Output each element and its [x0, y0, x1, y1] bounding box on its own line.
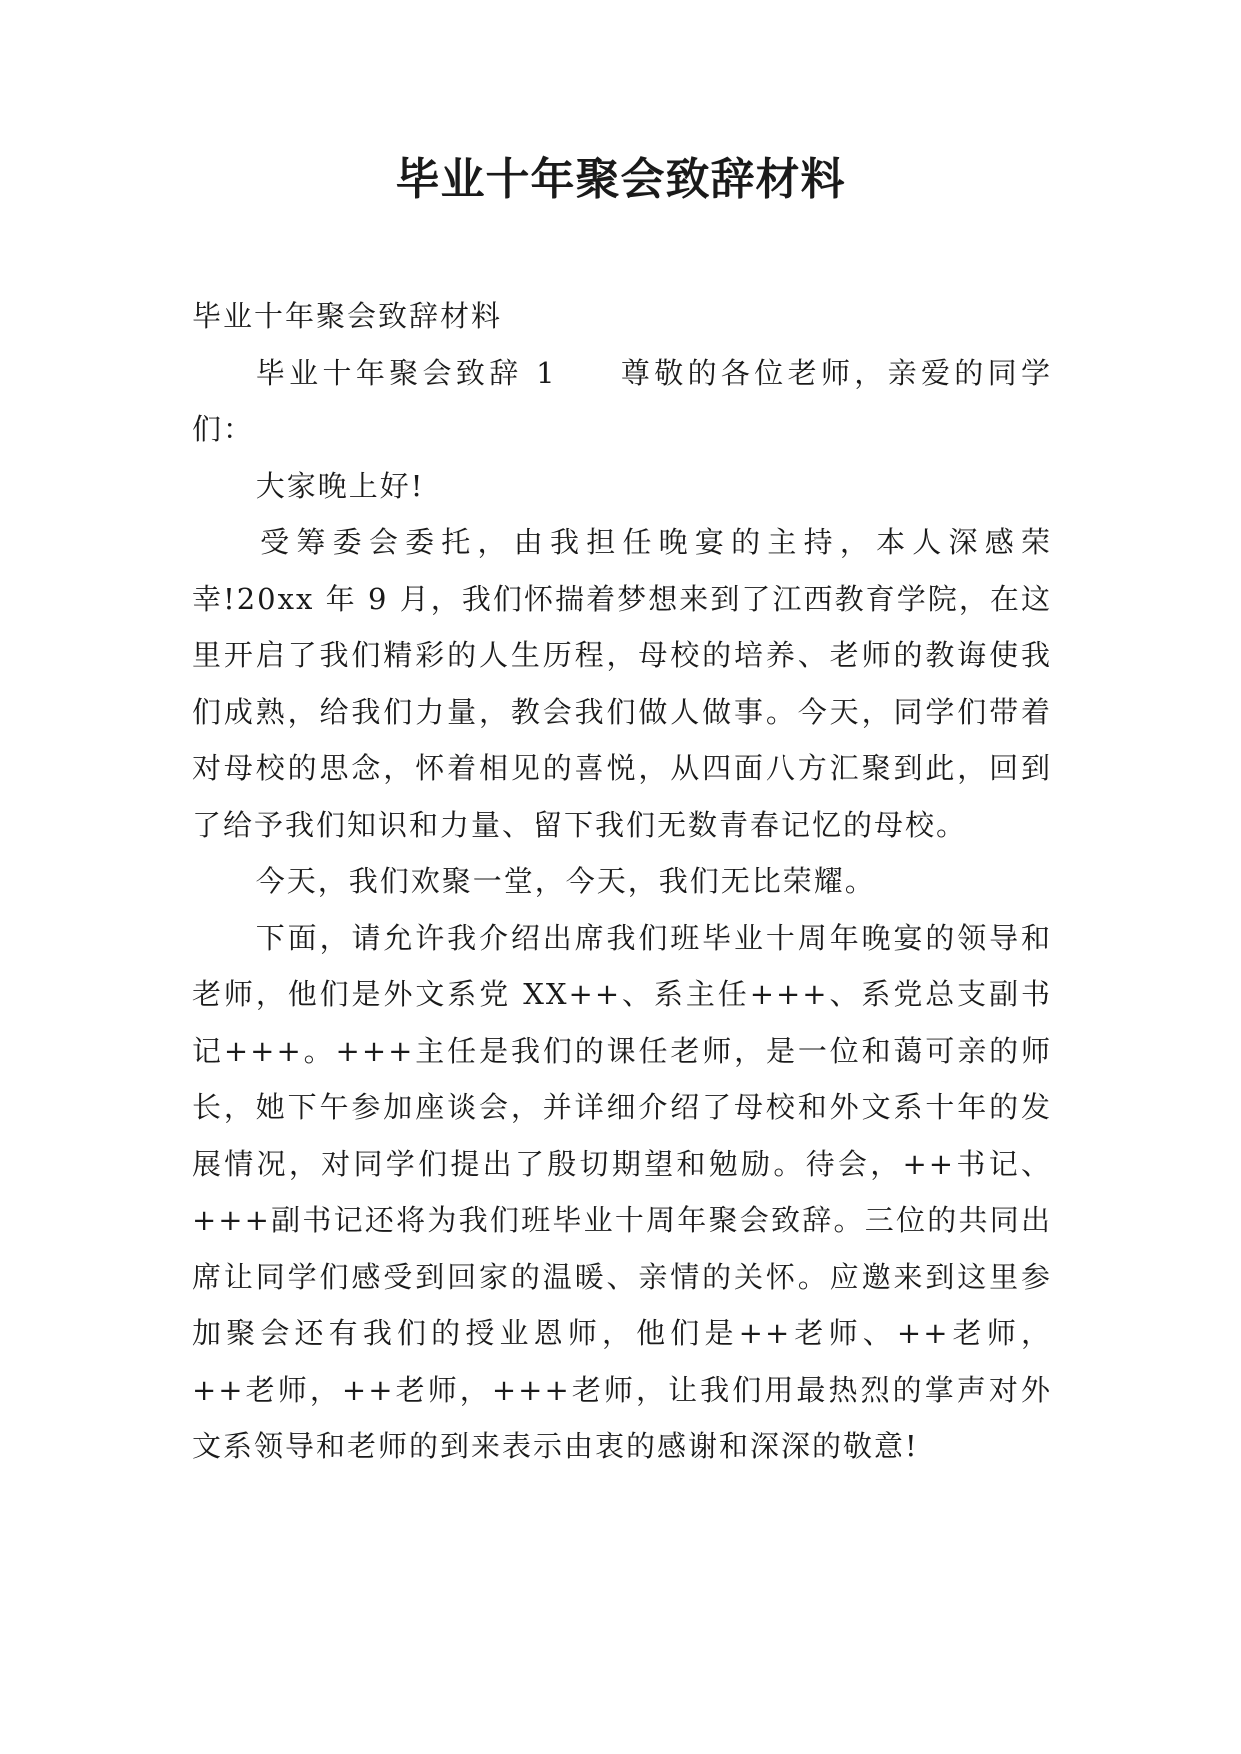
- document-title: 毕业十年聚会致辞材料: [395, 154, 846, 205]
- subtitle-paragraph: 毕业十年聚会致辞材料: [192, 299, 503, 333]
- gathering-paragraph: 今天，我们欢聚一堂，今天，我们无比荣耀。: [255, 864, 876, 898]
- speech-heading-paragraph: [192, 345, 1052, 458]
- introduction-paragraph: 下面，请允许我介绍出席我们班毕业十周年晚宴的领导和老师，他们是外文系党 XX++、系主任+++、系党总支副书记+++。+++主任是我们的课任老师，是一位和蔼可亲的师长，她下午参加座谈会，并详细介绍了母校和外文系十年的发展情况，对同学们提出了殷切期望和勉励。待会，++书记、+++副书记还将为我们班毕业十周年聚会致辞。三位的共同出席让同学们感受到回家的温暖、亲情的关怀。应邀来到这里参加聚会还有我们的授业恩师，他们是++老师、++老师，++老师，++老师，+++老师，让我们用最热烈的掌声对外文系领导和老师的到来表示由衷的感谢和深深的敬意!: [192, 920, 1052, 1463]
- document-body: [192, 288, 1052, 1475]
- speech-number: 毕业十年聚会致辞 1: [255, 355, 557, 390]
- opening-paragraph: 受筹委会委托，由我担任晚宴的主持，本人深感荣幸!20xx 年 9 月，我们怀揣着梦想来到了江西教育学院，在这里开启了我们精彩的人生历程，母校的培养、老师的教诲使我们成熟，给我们力量，教会我们做人做事。今天，同学们带着对母校的思念，怀着相见的喜悦，从四面八方汇聚到此，回到了给予我们知识和力量、留下我们无数青春记忆的母校。: [192, 525, 1052, 842]
- greeting-paragraph: 大家晚上好!: [255, 468, 425, 503]
- salutation: 尊敬的各位老师，亲爱的同学们：: [192, 355, 1052, 446]
